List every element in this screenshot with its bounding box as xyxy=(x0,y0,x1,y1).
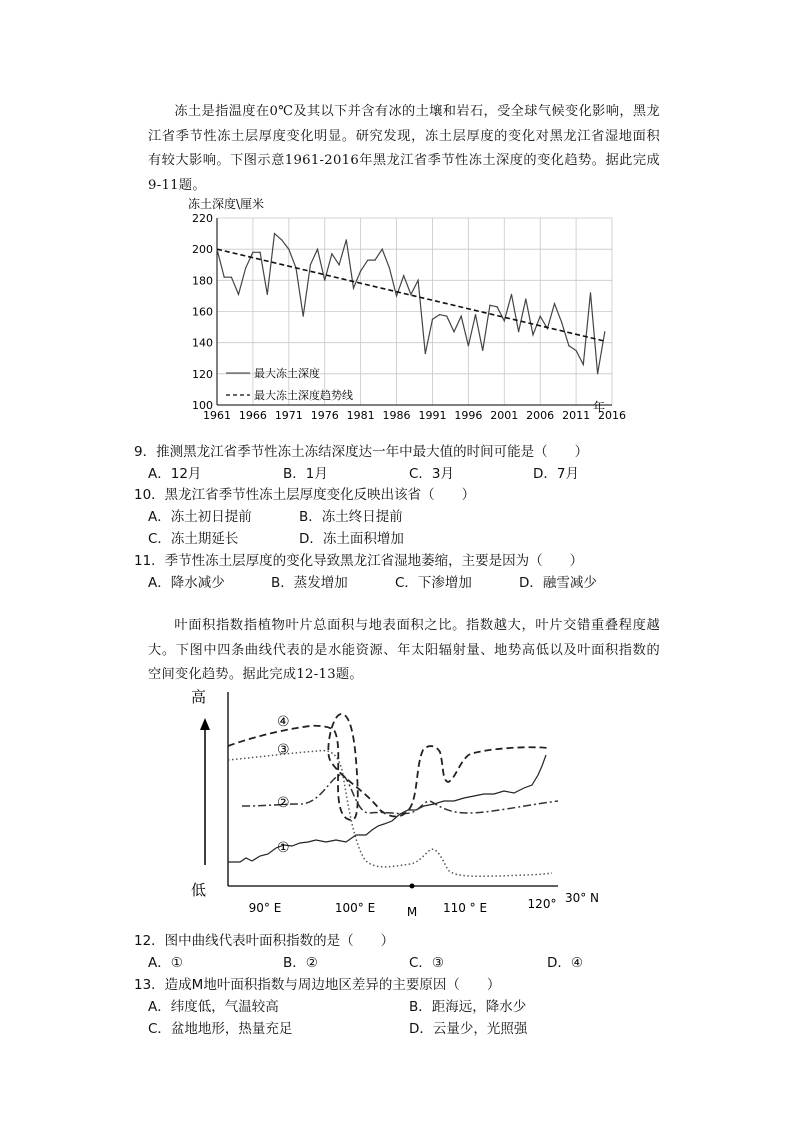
data-point xyxy=(453,331,454,332)
q10-option-b: B．冻土终日提前 xyxy=(299,509,403,525)
q13-option-a: A．纬度低，气温较高 xyxy=(148,999,279,1015)
data-point xyxy=(468,345,469,346)
x-tick-label: 1991 xyxy=(418,409,447,422)
y-tick-label: 140 xyxy=(192,336,213,350)
data-point xyxy=(504,320,505,321)
x-tick-label: 2016 xyxy=(598,409,626,422)
y-tick-label: 220 xyxy=(192,212,213,225)
data-point xyxy=(496,306,497,307)
data-point xyxy=(353,288,354,289)
q10-option-d: D．冻土面积增加 xyxy=(299,531,404,547)
legend-series-1: 最大冻土深度 xyxy=(254,367,320,380)
q12-option-a: A．① xyxy=(148,955,183,971)
chart2-m-point xyxy=(410,884,415,889)
q9-option-d: D．7月 xyxy=(533,466,579,482)
curve-label-3: ③ xyxy=(277,742,290,758)
q12-option-d: D．④ xyxy=(547,955,583,971)
chart2-y-arrow xyxy=(200,718,210,865)
q10-option-c: C．冻土期延长 xyxy=(148,531,239,547)
data-point xyxy=(417,280,418,281)
q9-option-a: A．12月 xyxy=(148,466,202,482)
data-point xyxy=(532,334,533,335)
data-point xyxy=(274,233,275,234)
y-tick-label: 100 xyxy=(192,399,213,412)
chart1-legend xyxy=(226,366,353,402)
data-point xyxy=(338,264,339,265)
data-point xyxy=(252,252,253,253)
x-tick-label: 1981 xyxy=(346,409,375,422)
chart1-xlabel: 年 xyxy=(593,400,606,414)
data-point xyxy=(554,303,555,304)
question-13-stem: 13．造成M地叶面积指数与周边地区差异的主要原因（ ） xyxy=(134,977,501,993)
data-point xyxy=(238,294,239,295)
q11-option-c: C．下渗增加 xyxy=(395,575,472,591)
chart2-x-tick-label: 110 ° E xyxy=(442,901,488,915)
data-point xyxy=(231,277,232,278)
x-tick-label: 1976 xyxy=(310,409,339,422)
data-point xyxy=(482,350,483,351)
data-point xyxy=(575,350,576,351)
data-point xyxy=(346,239,347,240)
data-point xyxy=(382,249,383,250)
data-point xyxy=(303,316,304,317)
q13-option-d: D．云量少，光照强 xyxy=(409,1021,528,1037)
data-point xyxy=(396,295,397,296)
curve-label-4: ④ xyxy=(277,714,290,730)
data-point xyxy=(439,314,440,315)
data-point xyxy=(360,270,361,271)
data-point xyxy=(331,253,332,254)
data-point xyxy=(540,316,541,317)
chart2-x-tick-label: 120° xyxy=(527,897,557,911)
data-point xyxy=(475,314,476,315)
data-point xyxy=(281,239,282,240)
q13-option-b: B．距海远，降水少 xyxy=(409,999,527,1015)
data-point xyxy=(489,305,490,306)
x-tick-label: 1971 xyxy=(274,409,303,422)
question-11-stem: 11．季节性冻土层厚度的变化导致黑龙江省湿地萎缩，主要是因为（ ） xyxy=(134,553,584,569)
curve-4 xyxy=(228,714,548,820)
data-point xyxy=(583,364,584,365)
x-tick-label: 1996 xyxy=(454,409,483,422)
chart2-x-tick-label: 100° E xyxy=(334,901,376,915)
data-point xyxy=(446,316,447,317)
x-tick-label: 2006 xyxy=(526,409,555,422)
x-tick-label: 2001 xyxy=(490,409,519,422)
chart2-x-tick-label: 90° E xyxy=(248,901,282,915)
q11-option-a: A．降水减少 xyxy=(148,575,225,591)
data-point xyxy=(367,259,368,260)
data-point xyxy=(525,298,526,299)
legend-series-2: 最大冻土深度趋势线 xyxy=(254,389,353,402)
curve-1 xyxy=(228,755,546,862)
data-point xyxy=(310,264,311,265)
data-point xyxy=(245,267,246,268)
series-max-frozen-depth xyxy=(217,234,605,374)
q9-option-b: B．1月 xyxy=(283,466,328,482)
data-point xyxy=(425,353,426,354)
q13-option-c: C．盆地地形，热量充足 xyxy=(148,1021,293,1037)
data-point xyxy=(317,249,318,250)
q9-option-c: C．3月 xyxy=(409,466,455,482)
data-point xyxy=(597,373,598,374)
q12-option-b: B．② xyxy=(283,955,318,971)
data-point xyxy=(259,252,260,253)
x-tick-label: 1966 xyxy=(238,409,267,422)
chart2-low-label: 低 xyxy=(191,881,207,899)
data-point xyxy=(324,280,325,281)
frozen-soil-depth-chart xyxy=(180,193,626,427)
data-point xyxy=(604,331,605,332)
question-9-stem: 9．推测黑龙江省季节性冻土冻结深度达一年中最大值的时间可能是（ ） xyxy=(134,444,589,460)
curve-label-1: ① xyxy=(277,840,290,856)
chart2-x-tick-label: M xyxy=(406,905,418,919)
y-tick-label: 120 xyxy=(192,367,213,381)
x-tick-label: 1961 xyxy=(203,409,231,422)
data-point xyxy=(267,294,268,295)
data-point xyxy=(224,277,225,278)
data-point xyxy=(461,316,462,317)
data-point xyxy=(561,322,562,323)
curve-label-2: ② xyxy=(277,795,290,811)
passage-leaf-area-index: 叶面积指数指植物叶片总面积与地表面积之比。指数越大，叶片交错重叠程度越大。下图中四条曲线代表的是水能资源、年太阳辐射量、地势高低以及叶面积指数的空间变化趋势。据此完成12-13题。 xyxy=(148,618,660,682)
data-point xyxy=(432,319,433,320)
data-point xyxy=(374,259,375,260)
question-12-stem: 12．图中曲线代表叶面积指数的是（ ） xyxy=(134,933,395,949)
data-point xyxy=(410,294,411,295)
y-tick-label: 200 xyxy=(192,243,213,257)
x-tick-label: 1986 xyxy=(382,409,411,422)
q11-option-b: B．蒸发增加 xyxy=(271,575,348,591)
q12-option-c: C．③ xyxy=(409,955,445,971)
q11-option-d: D．融雪减少 xyxy=(519,575,597,591)
data-point xyxy=(288,249,289,250)
chart1-ylabel: 冻土深度\厘米 xyxy=(188,197,265,211)
data-point xyxy=(511,294,512,295)
data-point xyxy=(389,267,390,268)
leaf-area-index-curve-chart xyxy=(180,680,610,920)
chart2-high-label: 高 xyxy=(191,688,207,706)
y-tick-label: 180 xyxy=(192,274,213,288)
x-tick-label: 2011 xyxy=(562,409,591,422)
y-tick-label: 160 xyxy=(192,305,213,319)
data-point xyxy=(568,345,569,346)
question-10-stem: 10．黑龙江省季节性冻土层厚度变化反映出该省（ ） xyxy=(134,487,476,503)
passage-frozen-soil: 冻土是指温度在0℃及其以下并含有冰的土壤和岩石，受全球气候变化影响，黑龙江省季节性冻土层厚度变化明显。研究发现，冻土层厚度的变化对黑龙江省湿地面积有较大影响。下图示意1961-2016年黑龙江省季节性冻土深度的变化趋势。据此完成9-11题。 xyxy=(148,104,660,193)
data-point xyxy=(590,292,591,293)
q10-option-a: A．冻土初日提前 xyxy=(148,509,252,525)
data-point xyxy=(518,331,519,332)
data-point xyxy=(403,275,404,276)
chart2-x-tick-label: 30° N xyxy=(564,891,600,905)
